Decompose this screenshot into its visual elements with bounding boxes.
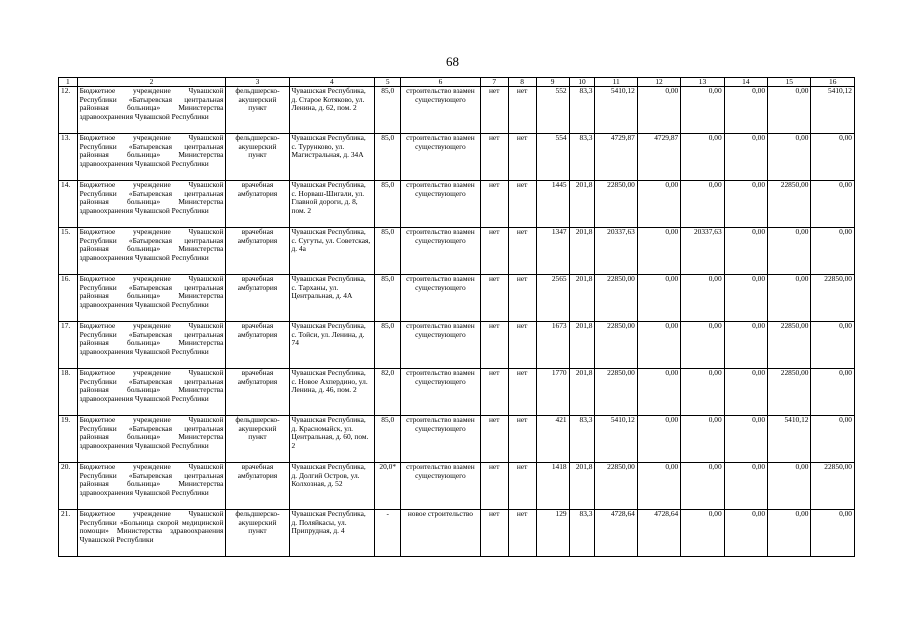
facility-address-cell: Чувашская Республика, с. Новое Ахпердино, ул. Ленина, д. 46, пом. 2 [289,369,375,416]
column-number: 13 [681,78,724,87]
row-number-cell: 19. [59,416,78,463]
institution-name-cell: Бюджетное учреждение Чувашской Республики «Батыревская центральная районная больница» Министерства здравоохранения Чувашской Республики [77,181,226,228]
wear-percent-cell: 85,0 [375,87,401,134]
value-10-cell: 201,8 [569,228,595,275]
value-10-cell: 201,8 [569,463,595,510]
value-13-cell: 0,00 [681,134,724,181]
value-9-cell: 1418 [536,463,569,510]
value-9-cell: 552 [536,87,569,134]
value-12-cell: 4729,87 [637,134,680,181]
institution-name-cell: Бюджетное учреждение Чувашской Республики «Батыревская центральная районная больница» Министерства здравоохранения Чувашской Республики [77,134,226,181]
value-11-cell: 22850,00 [595,275,637,322]
work-type-cell: строительство взамен существующего [401,87,481,134]
facility-type-cell: фельдшерско-акушерский пункт [226,134,289,181]
value-10-cell: 83,3 [569,510,595,557]
facility-address-cell: Чувашская Республика, с. Норваш-Шигали, ул. Главной дороги, д. 8, пом. 2 [289,181,375,228]
work-type-cell: строительство взамен существующего [401,416,481,463]
facility-address-cell: Чувашская Республика, с. Тойси, ул. Ленина, д. 74 [289,322,375,369]
value-13-cell: 0,00 [681,322,724,369]
facility-type-cell: фельдшерско-акушерский пункт [226,416,289,463]
flag-8-cell: нет [508,369,536,416]
row-number-cell: 17. [59,322,78,369]
work-type-cell: строительство взамен существующего [401,181,481,228]
value-9-cell: 129 [536,510,569,557]
value-9-cell: 1445 [536,181,569,228]
value-10-cell: 201,8 [569,369,595,416]
value-9-cell: 1770 [536,369,569,416]
facility-type-cell: врачебная амбулатория [226,369,289,416]
flag-8-cell: нет [508,228,536,275]
facility-address-cell: Чувашская Республика, д. Красномайск, ул. Центральная, д. 60, пом. 2 [289,416,375,463]
value-16-cell: 5410,12 [811,87,855,134]
value-15-cell: 0,00 [768,134,811,181]
value-10-cell: 201,8 [569,322,595,369]
table-row [59,181,855,228]
column-number: 5 [375,78,401,87]
flag-8-cell: нет [508,275,536,322]
table-row [59,134,855,181]
flag-7-cell: нет [480,463,508,510]
work-type-cell: строительство взамен существующего [401,134,481,181]
column-number: 2 [77,78,226,87]
row-number-cell: 16. [59,275,78,322]
value-15-cell: 0,00 [768,275,811,322]
register-table [58,77,855,557]
column-number: 15 [768,78,811,87]
value-14-cell: 0,00 [724,322,767,369]
value-16-cell: 0,00 [811,510,855,557]
table-row [59,228,855,275]
column-number: 12 [637,78,680,87]
flag-7-cell: нет [480,134,508,181]
row-number-cell: 15. [59,228,78,275]
wear-percent-cell: 85,0 [375,228,401,275]
value-9-cell: 421 [536,416,569,463]
value-16-cell: 0,00 [811,228,855,275]
flag-7-cell: нет [480,369,508,416]
value-16-cell: 0,00 [811,181,855,228]
column-number: 8 [508,78,536,87]
institution-name-cell: Бюджетное учреждение Чувашской Республики «Батыревская центральная районная больница» Министерства здравоохранения Чувашской Республики [77,275,226,322]
value-13-cell: 0,00 [681,510,724,557]
wear-percent-cell: 85,0 [375,134,401,181]
facility-address-cell: Чувашская Республика, д. Поляйкасы, ул. Припрудная, д. 4 [289,510,375,557]
value-14-cell: 0,00 [724,416,767,463]
facility-type-cell: врачебная амбулатория [226,275,289,322]
value-13-cell: 0,00 [681,463,724,510]
table-row [59,369,855,416]
facility-address-cell: Чувашская Республика, с. Сугуты, ул. Советская, д. 4а [289,228,375,275]
flag-8-cell: нет [508,322,536,369]
column-number: 9 [536,78,569,87]
value-12-cell: 0,00 [637,228,680,275]
facility-type-cell: врачебная амбулатория [226,322,289,369]
wear-percent-cell: 85,0 [375,181,401,228]
institution-name-cell: Бюджетное учреждение Чувашской Республики «Батыревская центральная районная больница» Министерства здравоохранения Чувашской Республики [77,416,226,463]
value-14-cell: 0,00 [724,87,767,134]
value-15-cell: 22850,00 [768,181,811,228]
flag-7-cell: нет [480,416,508,463]
facility-type-cell: врачебная амбулатория [226,181,289,228]
facility-address-cell: Чувашская Республика, с. Турунково, ул. Магистральная, д. 34А [289,134,375,181]
value-15-cell: 5410,12 [768,416,811,463]
value-14-cell: 0,00 [724,510,767,557]
value-15-cell: 0,00 [768,463,811,510]
value-10-cell: 83,3 [569,87,595,134]
value-12-cell: 0,00 [637,416,680,463]
value-15-cell: 0,00 [768,228,811,275]
table-row [59,322,855,369]
value-12-cell: 0,00 [637,275,680,322]
flag-7-cell: нет [480,228,508,275]
flag-7-cell: нет [480,275,508,322]
institution-name-cell: Бюджетное учреждение Чувашской Республики «Больница скорой медицинской помощи» Министерства здравоохранения Чувашской Республики [77,510,226,557]
value-12-cell: 0,00 [637,322,680,369]
page-number: 68 [446,54,459,69]
wear-percent-cell: - [375,510,401,557]
value-12-cell: 0,00 [637,463,680,510]
value-10-cell: 83,3 [569,416,595,463]
column-number: 4 [289,78,375,87]
value-13-cell: 0,00 [681,369,724,416]
value-14-cell: 0,00 [724,275,767,322]
table-row [59,463,855,510]
facility-address-cell: Чувашская Республика, с. Тарханы, ул. Центральная, д. 4А [289,275,375,322]
value-11-cell: 5410,12 [595,87,637,134]
value-16-cell: 22850,00 [811,275,855,322]
value-14-cell: 0,00 [724,181,767,228]
value-16-cell: 22850,00 [811,463,855,510]
facility-type-cell: фельдшерско-акушерский пункт [226,510,289,557]
table-row [59,510,855,557]
value-10-cell: 201,8 [569,181,595,228]
flag-8-cell: нет [508,181,536,228]
wear-percent-cell: 85,0 [375,416,401,463]
work-type-cell: строительство взамен существующего [401,228,481,275]
value-16-cell: 0,00 [811,322,855,369]
column-number: 7 [480,78,508,87]
flag-7-cell: нет [480,181,508,228]
value-14-cell: 0,00 [724,228,767,275]
value-15-cell: 22850,00 [768,322,811,369]
value-12-cell: 4728,64 [637,510,680,557]
row-number-cell: 21. [59,510,78,557]
value-13-cell: 0,00 [681,275,724,322]
flag-8-cell: нет [508,87,536,134]
value-11-cell: 22850,00 [595,463,637,510]
flag-7-cell: нет [480,322,508,369]
row-number-cell: 20. [59,463,78,510]
row-number-cell: 14. [59,181,78,228]
flag-8-cell: нет [508,510,536,557]
value-15-cell: 0,00 [768,87,811,134]
column-number: 3 [226,78,289,87]
facility-type-cell: врачебная амбулатория [226,463,289,510]
facility-address-cell: Чувашская Республика, д. Старое Котяково, ул. Ленина, д. 62, пом. 2 [289,87,375,134]
value-15-cell: 0,00 [768,510,811,557]
value-9-cell: 2565 [536,275,569,322]
institution-name-cell: Бюджетное учреждение Чувашской Республики «Батыревская центральная районная больница» Министерства здравоохранения Чувашской Республики [77,322,226,369]
value-14-cell: 0,00 [724,134,767,181]
column-number: 6 [401,78,481,87]
wear-percent-cell: 20,0* [375,463,401,510]
facility-type-cell: врачебная амбулатория [226,228,289,275]
value-11-cell: 22850,00 [595,181,637,228]
work-type-cell: строительство взамен существующего [401,463,481,510]
value-14-cell: 0,00 [724,369,767,416]
value-10-cell: 83,3 [569,134,595,181]
column-number: 14 [724,78,767,87]
value-13-cell: 0,00 [681,87,724,134]
value-11-cell: 4728,64 [595,510,637,557]
value-12-cell: 0,00 [637,87,680,134]
value-11-cell: 20337,63 [595,228,637,275]
wear-percent-cell: 85,0 [375,275,401,322]
work-type-cell: строительство взамен существующего [401,369,481,416]
value-13-cell: 0,00 [681,416,724,463]
flag-8-cell: нет [508,416,536,463]
row-number-cell: 18. [59,369,78,416]
column-number: 10 [569,78,595,87]
value-11-cell: 22850,00 [595,369,637,416]
value-16-cell: 0,00 [811,369,855,416]
value-11-cell: 5410,12 [595,416,637,463]
row-number-cell: 12. [59,87,78,134]
value-16-cell: 0,00 [811,416,855,463]
value-9-cell: 1347 [536,228,569,275]
flag-8-cell: нет [508,463,536,510]
wear-percent-cell: 85,0 [375,322,401,369]
table-row [59,87,855,134]
work-type-cell: новое строительство [401,510,481,557]
facility-type-cell: фельдшерско-акушерский пункт [226,87,289,134]
value-13-cell: 20337,63 [681,228,724,275]
value-12-cell: 0,00 [637,181,680,228]
institution-name-cell: Бюджетное учреждение Чувашской Республики «Батыревская центральная районная больница» Министерства здравоохранения Чувашской Республики [77,87,226,134]
flag-8-cell: нет [508,134,536,181]
value-11-cell: 22850,00 [595,322,637,369]
value-11-cell: 4729,87 [595,134,637,181]
institution-name-cell: Бюджетное учреждение Чувашской Республики «Батыревская центральная районная больница» Министерства здравоохранения Чувашской Республики [77,369,226,416]
value-13-cell: 0,00 [681,181,724,228]
wear-percent-cell: 82,0 [375,369,401,416]
value-9-cell: 1673 [536,322,569,369]
table-row [59,275,855,322]
work-type-cell: строительство взамен существующего [401,275,481,322]
value-16-cell: 0,00 [811,134,855,181]
facility-address-cell: Чувашская Республика, д. Долгий Остров, ул. Колхозная, д. 52 [289,463,375,510]
institution-name-cell: Бюджетное учреждение Чувашской Республики «Батыревская центральная районная больница» Министерства здравоохранения Чувашской Республики [77,463,226,510]
column-number: 11 [595,78,637,87]
column-number: 1 [59,78,78,87]
value-9-cell: 554 [536,134,569,181]
institution-name-cell: Бюджетное учреждение Чувашской Республики «Батыревская центральная районная больница» Министерства здравоохранения Чувашской Республики [77,228,226,275]
column-number-row [59,78,855,87]
column-number: 16 [811,78,855,87]
value-15-cell: 22850,00 [768,369,811,416]
work-type-cell: строительство взамен существующего [401,322,481,369]
value-14-cell: 0,00 [724,463,767,510]
row-number-cell: 13. [59,134,78,181]
value-10-cell: 201,8 [569,275,595,322]
table-row [59,416,855,463]
value-12-cell: 0,00 [637,369,680,416]
flag-7-cell: нет [480,87,508,134]
flag-7-cell: нет [480,510,508,557]
